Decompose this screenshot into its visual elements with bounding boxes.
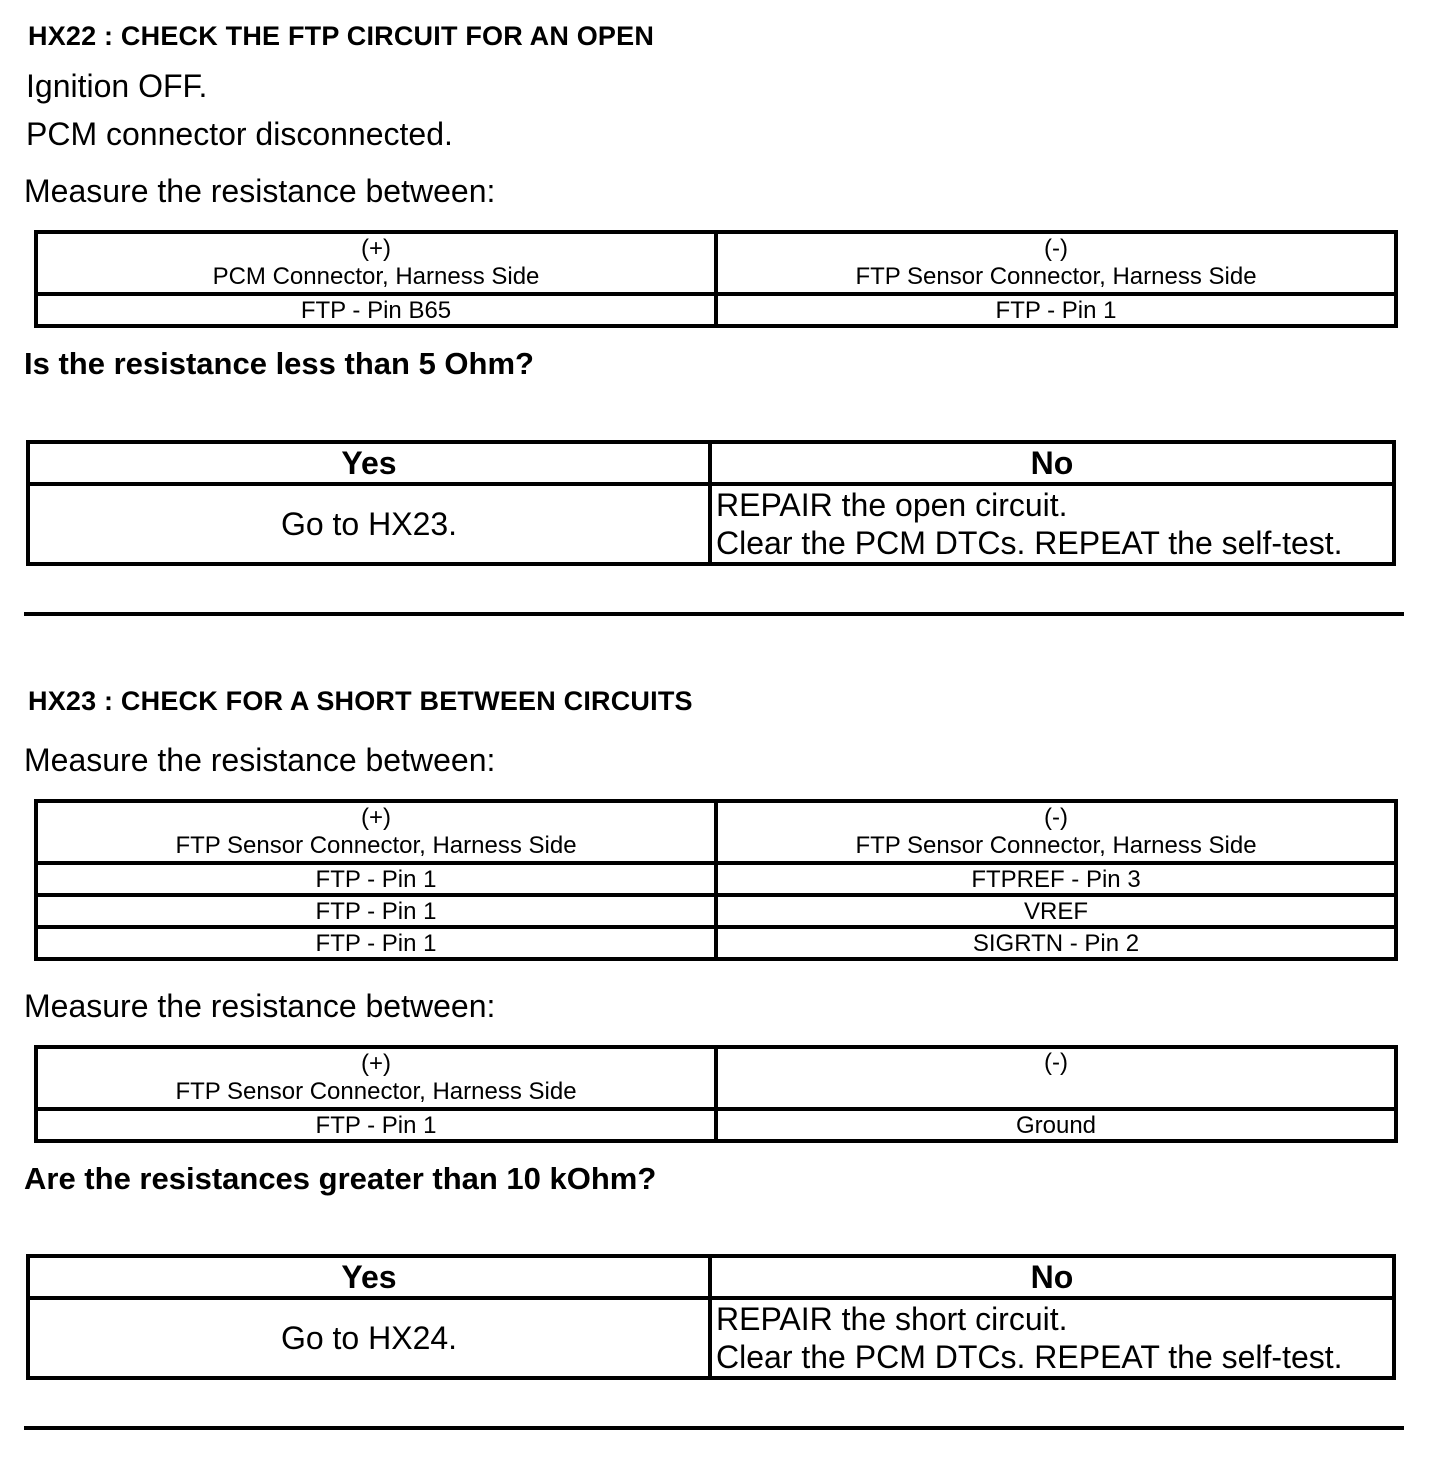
yes-action: Go to HX23. [28,484,710,564]
no-action-line-2: Clear the PCM DTCs. REPEAT the self-test. [716,525,1343,561]
hx22-measurement-table [34,230,1398,328]
negative-symbol: (-) [1044,1049,1068,1076]
positive-connector-label: FTP Sensor Connector, Harness Side [175,1078,577,1105]
table-row [36,863,1396,895]
negative-connector-label: FTP Sensor Connector, Harness Side [855,263,1257,290]
negative-symbol: (-) [1044,804,1068,831]
hx23-measurement-table-1 [34,799,1398,961]
no-action [710,484,1394,564]
hx22-instruction-ignition: Ignition OFF. [26,68,208,104]
negative-pin-cell: SIGRTN - Pin 2 [716,927,1396,959]
table-header-row [36,1047,1396,1109]
hx23-measure-label-2: Measure the resistance between: [24,988,496,1024]
decision-action-row [28,484,1394,564]
negative-pin-cell: VREF [716,895,1396,927]
decision-header-row [28,1256,1394,1298]
positive-lead-header [36,1047,716,1109]
hx22-question: Is the resistance less than 5 Ohm? [24,346,534,381]
yes-action: Go to HX24. [28,1298,710,1378]
section-divider [24,612,1404,616]
negative-lead-header [716,232,1396,294]
no-action [710,1298,1394,1378]
negative-connector-label: FTP Sensor Connector, Harness Side [855,832,1257,859]
positive-pin-cell: FTP - Pin 1 [36,927,716,959]
hx22-decision-table [26,440,1396,566]
table-header-row [36,232,1396,294]
positive-pin-cell: FTP - Pin 1 [36,863,716,895]
no-action-line-1: REPAIR the short circuit. [716,1301,1068,1337]
positive-connector-label: FTP Sensor Connector, Harness Side [175,832,577,859]
hx22-instruction-connector: PCM connector disconnected. [26,116,453,152]
positive-pin-cell: FTP - Pin B65 [36,294,716,326]
no-action-line-1: REPAIR the open circuit. [716,487,1068,523]
negative-pin-cell: FTP - Pin 1 [716,294,1396,326]
yes-header: Yes [28,442,710,484]
table-header-row [36,801,1396,863]
section-divider [24,1426,1404,1430]
hx23-step-title: HX23 : CHECK FOR A SHORT BETWEEN CIRCUITS [28,686,693,716]
table-row [36,895,1396,927]
decision-action-row [28,1298,1394,1378]
hx22-step-title: HX22 : CHECK THE FTP CIRCUIT FOR AN OPEN [28,21,655,51]
positive-symbol: (+) [361,235,391,262]
hx23-measurement-table-2 [34,1045,1398,1143]
table-row [36,1109,1396,1141]
hx23-decision-table [26,1254,1396,1380]
no-action-line-2: Clear the PCM DTCs. REPEAT the self-test. [716,1339,1343,1375]
negative-lead-header [716,1047,1396,1109]
negative-pin-cell: FTPREF - Pin 3 [716,863,1396,895]
positive-symbol: (+) [361,1050,391,1077]
positive-lead-header [36,232,716,294]
negative-pin-cell: Ground [716,1109,1396,1141]
negative-lead-header [716,801,1396,863]
positive-connector-label: PCM Connector, Harness Side [212,263,540,290]
decision-header-row [28,442,1394,484]
hx23-measure-label-1: Measure the resistance between: [24,742,496,778]
hx23-question: Are the resistances greater than 10 kOhm? [24,1161,657,1196]
table-row [36,294,1396,326]
yes-header: Yes [28,1256,710,1298]
positive-pin-cell: FTP - Pin 1 [36,1109,716,1141]
negative-symbol: (-) [1044,235,1068,262]
positive-lead-header [36,801,716,863]
no-header: No [710,442,1394,484]
positive-symbol: (+) [361,804,391,831]
hx22-measure-label: Measure the resistance between: [24,173,496,209]
no-header: No [710,1256,1394,1298]
positive-pin-cell: FTP - Pin 1 [36,895,716,927]
table-row [36,927,1396,959]
